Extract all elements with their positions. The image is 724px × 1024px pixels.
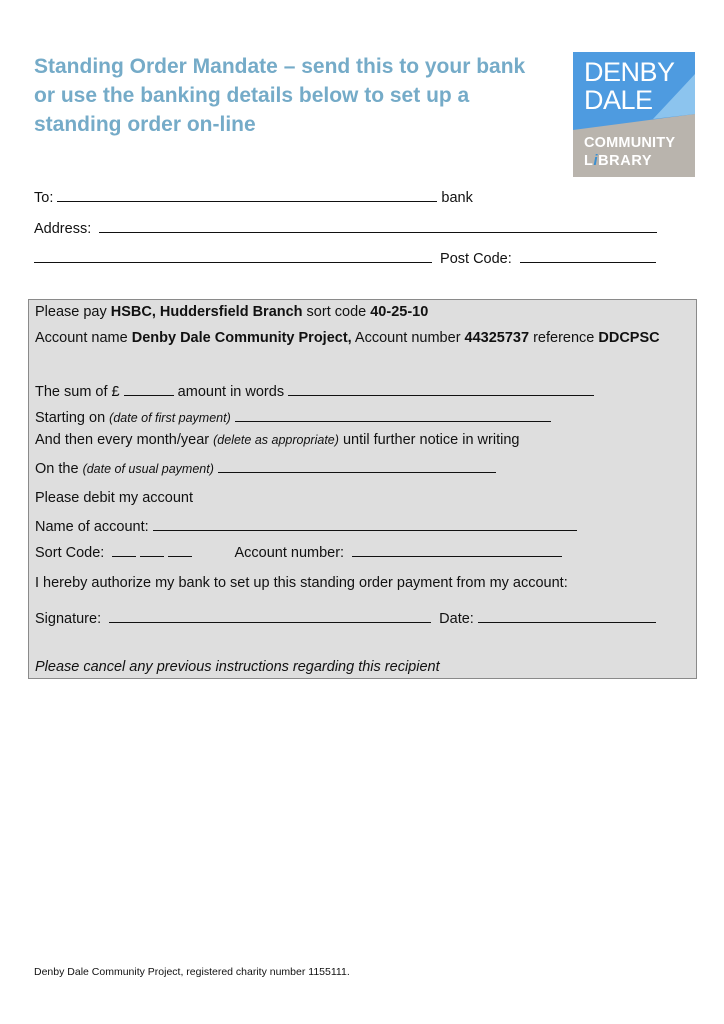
- cancel-note: Please cancel any previous instructions regarding this recipient: [35, 659, 440, 675]
- account-details-row: Account name Denby Dale Community Project, Account number 44325737 reference DDCPSC: [35, 330, 660, 346]
- usual-date-row: On the (date of usual payment): [35, 458, 496, 477]
- address-line-2-field[interactable]: [34, 248, 432, 263]
- address-field[interactable]: [99, 218, 657, 233]
- info-i-icon: i: [593, 153, 599, 169]
- authorize-text: I hereby authorize my bank to set up this standing order payment from my account:: [35, 575, 568, 591]
- amount-in-words-field[interactable]: [288, 381, 594, 396]
- charity-footer: Denby Dale Community Project, registered charity number 1155111.: [34, 966, 350, 978]
- debit-heading: Please debit my account: [35, 490, 193, 506]
- page-title: [34, 52, 554, 139]
- address-label: Address:: [34, 221, 92, 237]
- postcode-label: Post Code:: [440, 251, 512, 267]
- signature-row: Signature: Date:: [35, 608, 656, 627]
- to-label: To:: [34, 190, 54, 206]
- first-payment-date-field[interactable]: [235, 407, 551, 422]
- date-field[interactable]: [478, 608, 656, 623]
- title-line-3: standing order on-line: [34, 113, 256, 136]
- to-bank-row: [34, 187, 473, 206]
- sum-row: The sum of £ amount in words: [35, 381, 594, 400]
- logo-community: COMMUNITY: [584, 135, 676, 151]
- account-number-field[interactable]: [352, 542, 562, 557]
- library-logo: [573, 52, 695, 177]
- frequency-row: And then every month/year (delete as appropriate) until further notice in writing: [35, 432, 520, 448]
- payee-account-number: 44325737: [464, 330, 530, 346]
- signature-field[interactable]: [109, 608, 431, 623]
- name-of-account-field[interactable]: [153, 516, 577, 531]
- bank-name-field[interactable]: [57, 187, 437, 202]
- payee-bank: HSBC, Huddersfield Branch: [110, 304, 303, 320]
- payee-sort-code: 40-25-10: [370, 304, 429, 320]
- payee-account-name: Denby Dale Community Project,: [131, 330, 352, 346]
- sort-code-field-1[interactable]: [112, 542, 136, 557]
- address-row: [34, 218, 657, 237]
- address-postcode-row: [34, 248, 656, 267]
- sort-code-field-3[interactable]: [168, 542, 192, 557]
- bank-label: bank: [441, 190, 473, 206]
- title-line-2: or use the banking details below to set up a: [34, 84, 470, 107]
- sort-account-row: Sort Code: Account number:: [35, 542, 562, 561]
- usual-payment-date-field[interactable]: [218, 458, 496, 473]
- pay-to-row: Please pay HSBC, Huddersfield Branch sort code 40-25-10: [35, 304, 429, 320]
- starting-row: Starting on (date of first payment): [35, 407, 551, 426]
- sort-code-field-2[interactable]: [140, 542, 164, 557]
- payment-details-panel: [28, 299, 697, 679]
- title-line-1: Standing Order Mandate – send this to your bank: [34, 55, 526, 78]
- payee-reference: DDCPSC: [598, 330, 660, 346]
- logo-library: LiBRARY: [584, 153, 653, 169]
- name-of-account-row: Name of account:: [35, 516, 577, 535]
- postcode-field[interactable]: [520, 248, 656, 263]
- logo-denby-dale: DENBY DALE: [584, 57, 675, 115]
- amount-field[interactable]: [124, 381, 174, 396]
